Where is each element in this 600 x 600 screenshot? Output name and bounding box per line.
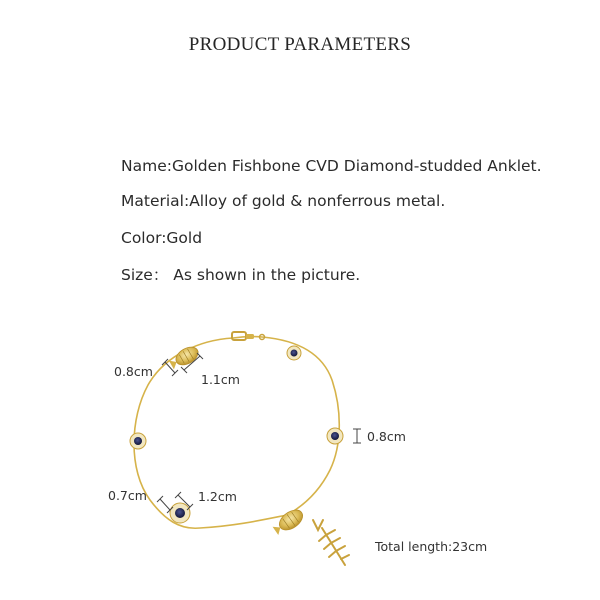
- page-title: PRODUCT PARAMETERS: [188, 34, 412, 55]
- spec-color-value: Gold: [166, 229, 203, 247]
- total-length-label: Total length:23cm: [375, 539, 488, 554]
- spec-material-label: Material:: [121, 192, 190, 210]
- spec-name-label: Name:: [121, 157, 172, 175]
- dim-bottom-charm-width: 1.2cm: [198, 489, 237, 504]
- spec-color-label: Color:: [121, 229, 167, 247]
- spec-material-value: Alloy of gold & nonferrous metal.: [189, 192, 446, 210]
- evil-eye-charm-top-right: [287, 346, 301, 360]
- dim-top-charm-height: 0.8cm: [114, 364, 153, 379]
- dim-top-charm-width: 1.1cm: [201, 372, 240, 387]
- dim-right-charm-height: 0.8cm: [367, 429, 406, 444]
- spec-size-label: Size：: [121, 266, 169, 284]
- spec-name-value: Golden Fishbone CVD Diamond-studded Anklet.: [171, 157, 542, 175]
- dim-bottom-charm-height: 0.7cm: [108, 488, 147, 503]
- fishbone-pendant: [313, 520, 349, 565]
- evil-eye-charm-right: [327, 428, 343, 444]
- spec-size-value: As shown in the picture.: [173, 266, 361, 284]
- evil-eye-charm-bottom-left: [170, 503, 190, 523]
- evil-eye-charm-left: [130, 433, 146, 449]
- fish-charm-bottom: [271, 506, 306, 537]
- clasp: [232, 332, 265, 340]
